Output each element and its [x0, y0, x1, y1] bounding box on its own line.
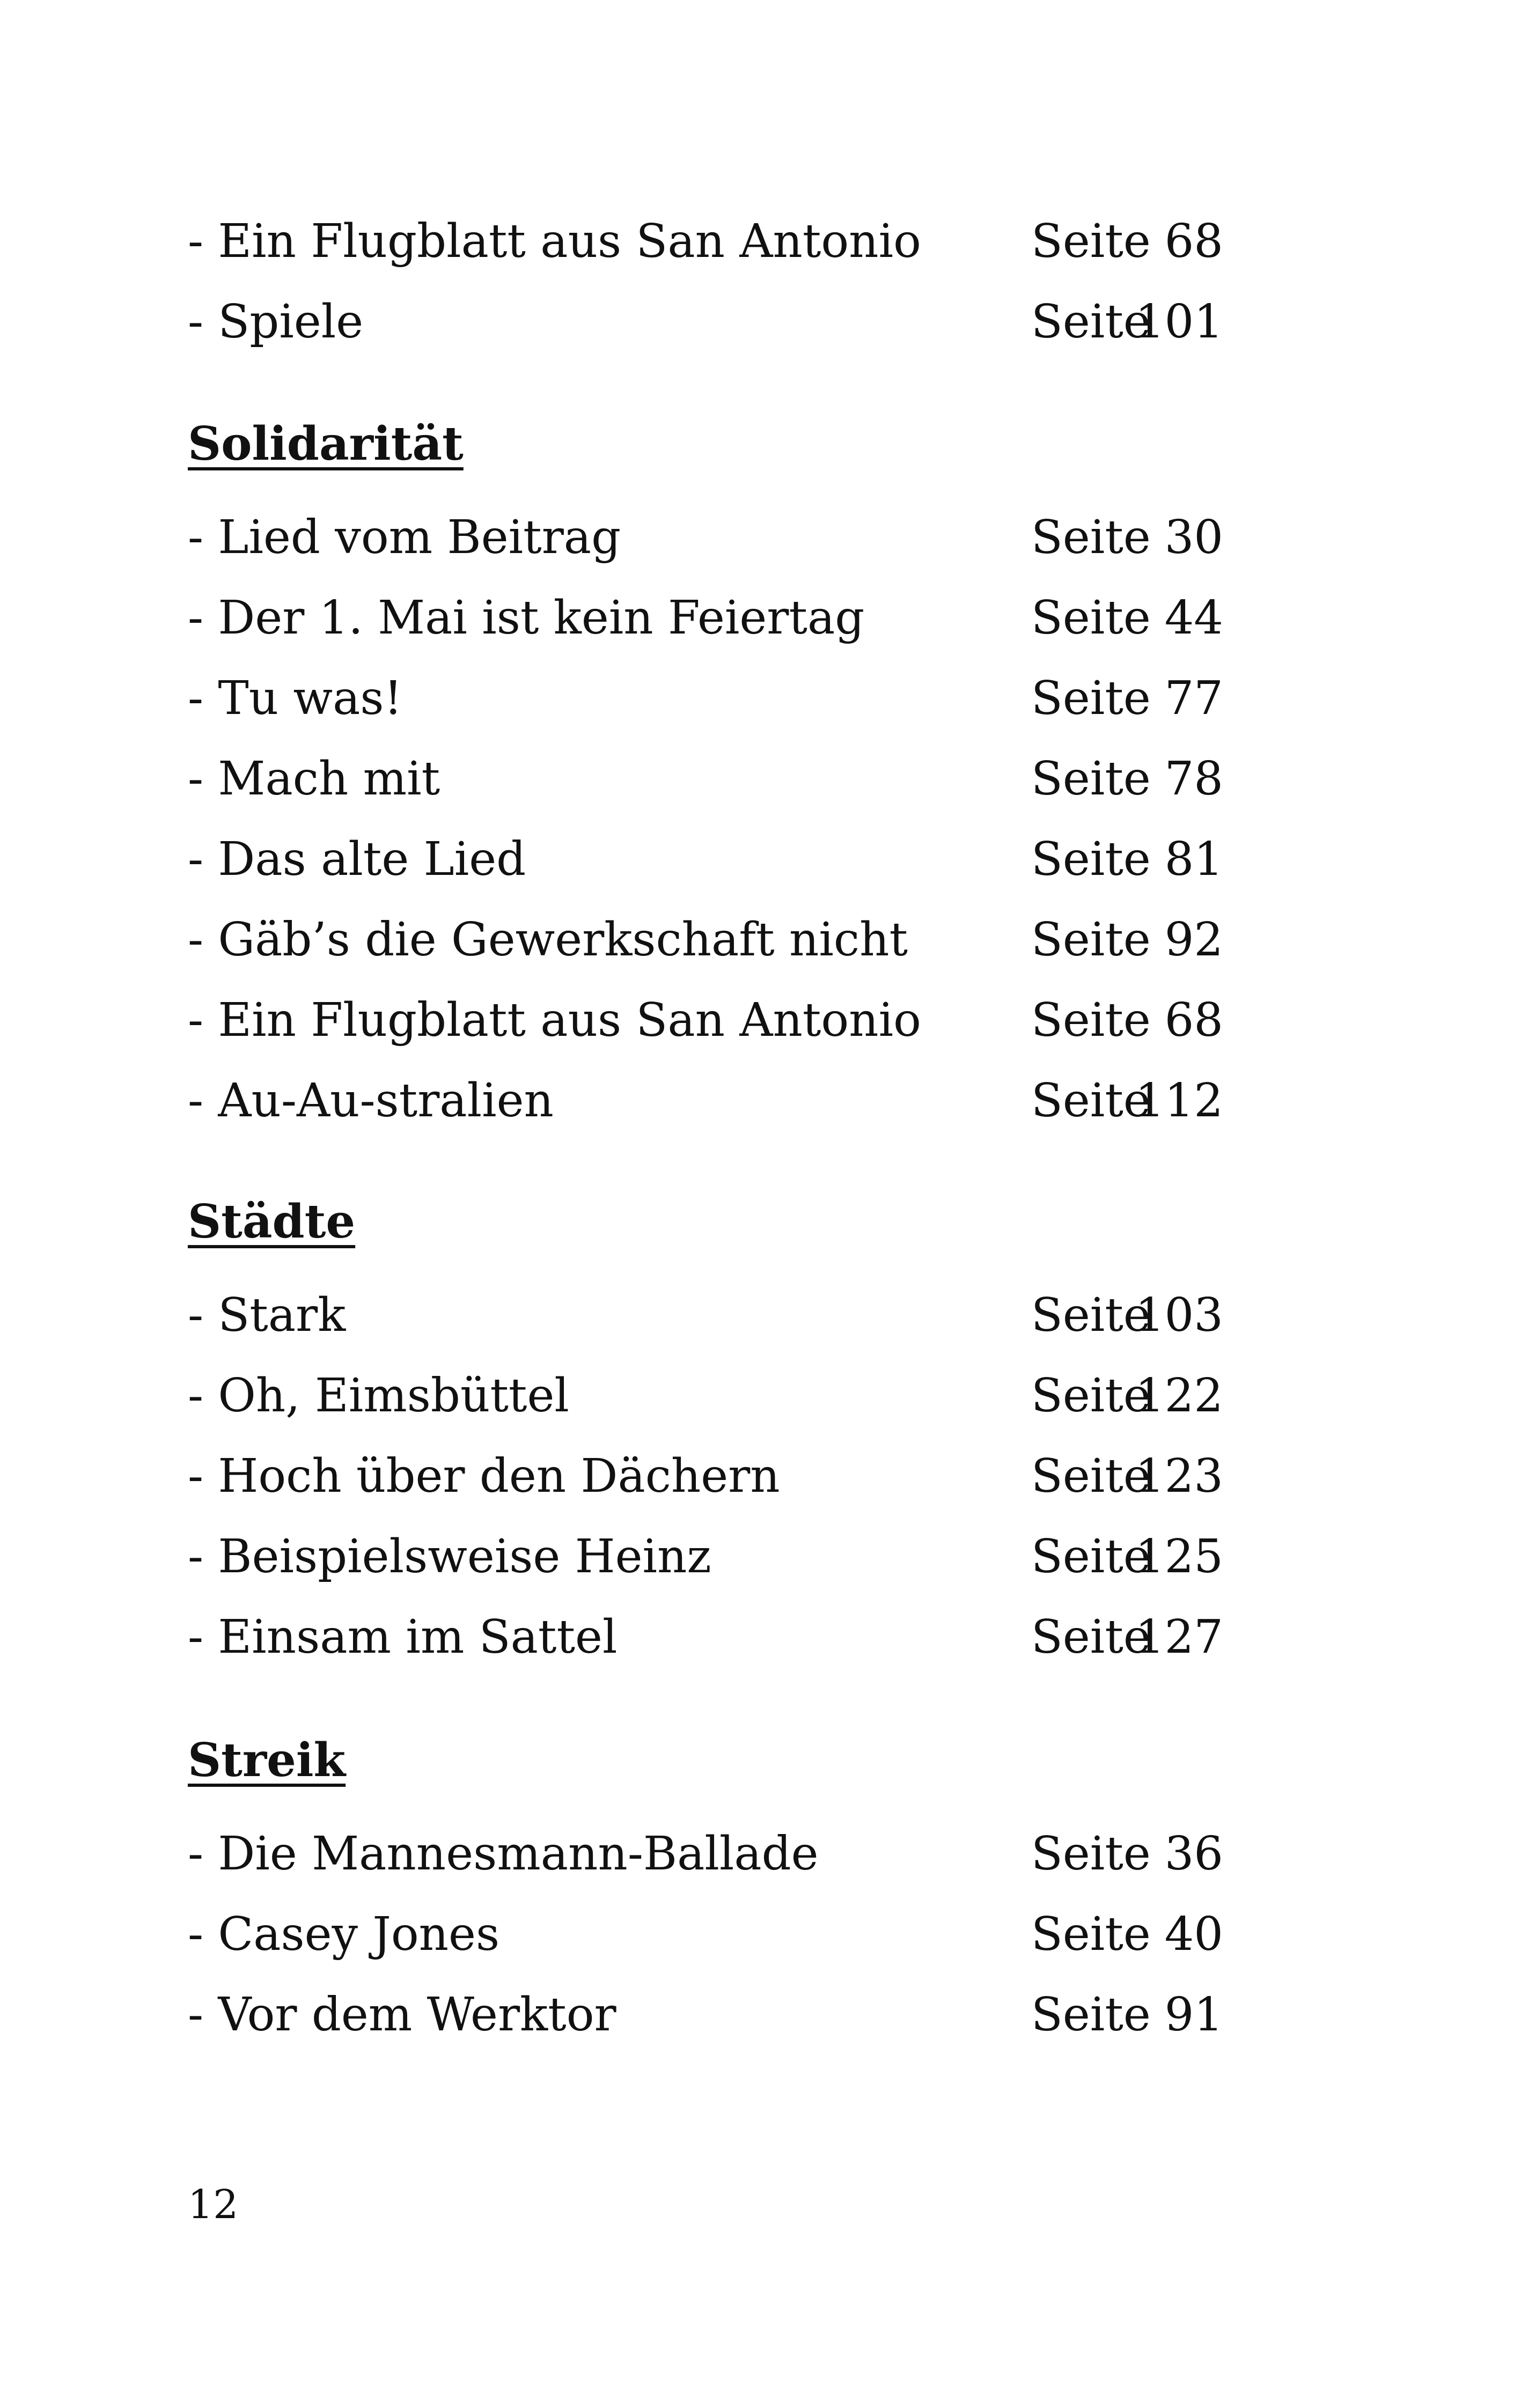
toc-entry-seite-label: Seite — [1031, 1369, 1151, 1423]
toc-entry — [188, 988, 1223, 1052]
toc-entry-page-number: 92 — [1164, 913, 1223, 967]
toc-entry-seite-label: Seite — [1031, 1610, 1151, 1664]
toc-entry-page-number: 91 — [1164, 1988, 1223, 2042]
toc-entry-title: - Oh, Eimsbüttel — [188, 1369, 569, 1423]
toc-entry-title: - Ein Flugblatt aus San Antonio — [188, 993, 921, 1047]
toc-entry-page-number: 44 — [1164, 591, 1223, 645]
toc-entry-title: - Hoch über den Dächern — [188, 1449, 780, 1503]
toc-entry-seite-label: Seite — [1031, 215, 1151, 268]
toc-entry-seite-label: Seite — [1031, 1074, 1151, 1128]
toc-entry-title: - Spiele — [188, 295, 364, 349]
toc-entry — [188, 908, 1223, 972]
toc-entry — [188, 1822, 1223, 1886]
toc-entry-page-number: 40 — [1164, 1908, 1223, 1961]
toc-entry-page-number: 36 — [1164, 1827, 1223, 1881]
toc-entry-page-number: 112 — [1135, 1074, 1223, 1128]
toc-entry-seite-label: Seite — [1031, 672, 1151, 725]
toc-entry-seite-label: Seite — [1031, 1988, 1151, 2042]
toc-entry-title: - Der 1. Mai ist kein Feiertag — [188, 591, 865, 645]
toc-entry-seite-label: Seite — [1031, 913, 1151, 967]
toc-entry-seite-label: Seite — [1031, 1449, 1151, 1503]
toc-entry-seite-label: Seite — [1031, 1288, 1151, 1342]
toc-entry-page-number: 78 — [1164, 752, 1223, 806]
toc-entry-page-number: 127 — [1135, 1610, 1223, 1664]
toc-entry-title: - Gäb’s die Gewerkschaft nicht — [188, 913, 908, 967]
section-heading-staedte: Städte — [188, 1195, 356, 1249]
toc-entry — [188, 209, 1223, 274]
toc-entry-page-number: 103 — [1135, 1288, 1223, 1342]
toc-entry-title: - Einsam im Sattel — [188, 1610, 618, 1664]
toc-entry-page-number: 125 — [1135, 1530, 1223, 1584]
toc-entry-title: - Die Mannesmann-Ballade — [188, 1827, 819, 1881]
toc-entry-title: - Ein Flugblatt aus San Antonio — [188, 215, 921, 268]
toc-entry-title: - Vor dem Werktor — [188, 1988, 616, 2042]
toc-entry — [188, 290, 1223, 354]
toc-entry — [188, 1444, 1223, 1508]
toc-entry-seite-label: Seite — [1031, 833, 1151, 886]
toc-entry-page-number: 123 — [1135, 1449, 1223, 1503]
toc-entry-seite-label: Seite — [1031, 591, 1151, 645]
toc-entry-title: - Lied vom Beitrag — [188, 511, 621, 564]
toc-entry — [188, 827, 1223, 892]
toc-entry-seite-label: Seite — [1031, 993, 1151, 1047]
toc-entry — [188, 666, 1223, 731]
toc-entry-seite-label: Seite — [1031, 1827, 1151, 1881]
toc-entry — [188, 1364, 1223, 1428]
toc-entry-page-number: 81 — [1164, 833, 1223, 886]
toc-entry-title: - Beispielsweise Heinz — [188, 1530, 711, 1584]
toc-entry — [188, 747, 1223, 811]
toc-entry-seite-label: Seite — [1031, 511, 1151, 564]
toc-entry-title: - Das alte Lied — [188, 833, 526, 886]
toc-entry-title: - Casey Jones — [188, 1908, 500, 1961]
toc-entry — [188, 505, 1223, 570]
toc-entry-page-number: 77 — [1164, 672, 1223, 725]
toc-entry-page-number: 122 — [1135, 1369, 1223, 1423]
page-number: 12 — [188, 2182, 239, 2228]
toc-entry-title: - Tu was! — [188, 672, 403, 725]
section-heading-solidaritaet: Solidarität — [188, 417, 464, 471]
toc-entry-page-number: 30 — [1164, 511, 1223, 564]
toc-entry-seite-label: Seite — [1031, 752, 1151, 806]
toc-entry-page-number: 68 — [1164, 215, 1223, 268]
toc-entry — [188, 1525, 1223, 1589]
toc-entry-title: - Au-Au-stralien — [188, 1074, 554, 1128]
toc-entry-page-number: 101 — [1135, 295, 1223, 349]
toc-entry-title: - Mach mit — [188, 752, 440, 806]
toc-entry-seite-label: Seite — [1031, 295, 1151, 349]
toc-entry — [188, 1605, 1223, 1669]
section-heading-streik: Streik — [188, 1733, 346, 1787]
toc-entry — [188, 1283, 1223, 1347]
toc-entry — [188, 1069, 1223, 1133]
toc-entry-seite-label: Seite — [1031, 1908, 1151, 1961]
toc-entry — [188, 586, 1223, 650]
toc-entry-seite-label: Seite — [1031, 1530, 1151, 1584]
toc-entry — [188, 1983, 1223, 2047]
toc-entry-page-number: 68 — [1164, 993, 1223, 1047]
toc-entry — [188, 1902, 1223, 1967]
toc-entry-title: - Stark — [188, 1288, 346, 1342]
